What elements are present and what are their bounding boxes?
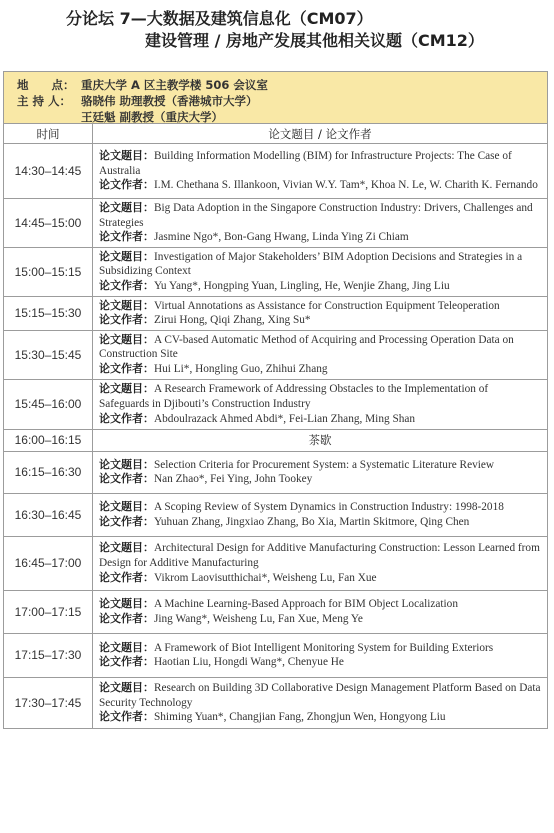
paper-authors-line (99, 710, 541, 725)
time-cell: 15:30–15:45 (4, 330, 93, 379)
paper-title-label: 论文题目： (99, 640, 154, 654)
paper-title: Big Data Adoption in the Singapore Construction Industry: Drivers, Challenges and Strategies (99, 202, 533, 229)
page-header (0, 8, 554, 52)
paper-cell (93, 493, 548, 536)
location-label: 地 点： (17, 78, 75, 92)
table-row (4, 330, 547, 379)
paper-cell (93, 536, 548, 590)
table-row (4, 677, 547, 728)
paper-authors: Jasmine Ngo*, Bon-Gang Hwang, Linda Ying Zi Chiam (154, 231, 409, 244)
time-column-header: 时间 (4, 124, 93, 144)
time-cell: 17:15–17:30 (4, 633, 93, 677)
paper-authors: I.M. Chethana S. Illankoon, Vivian W.Y. Tam*, Khoa N. Le, W. Charith K. Fernando (154, 179, 538, 192)
paper-title: A Scoping Review of System Dynamics in Construction Industry: 1998-2018 (154, 501, 504, 514)
host-row (17, 109, 547, 125)
session-info-box (4, 72, 547, 124)
time-cell: 16:30–16:45 (4, 493, 93, 536)
paper-title: A CV-based Automatic Method of Acquiring and Processing Operation Data on Construction Site (99, 333, 514, 361)
time-cell: 17:30–17:45 (4, 677, 93, 728)
paper-authors-line (99, 230, 541, 245)
paper-title-label: 论文题目： (99, 382, 154, 396)
session-title: 分论坛 7—大数据及建筑信息化（CM07） (66, 9, 373, 28)
paper-authors: Hui Li*, Hongling Guo, Zhihui Zhang (154, 363, 328, 376)
paper-authors-label: 论文作者： (99, 411, 154, 425)
paper-cell (93, 330, 548, 379)
paper-title-label: 论文题目： (99, 149, 154, 163)
table-row (4, 633, 547, 677)
paper-authors: Haotian Liu, Hongdi Wang*, Chenyue He (154, 656, 344, 669)
paper-title-line (99, 597, 541, 612)
paper-authors: Zirui Hong, Qiqi Zhang, Xing Su* (154, 314, 311, 327)
paper-title-line (99, 299, 541, 314)
paper-title-line (99, 333, 541, 362)
table-row (4, 493, 547, 536)
paper-authors: Shiming Yuan*, Changjian Fang, Zhongjun Wen, Hongyong Liu (154, 711, 446, 724)
table-row (4, 296, 547, 330)
paper-title: Architectural Design for Additive Manufacturing Construction: Lesson Learned from Design for Additive Manufacturing (99, 542, 540, 569)
paper-title-line (99, 250, 541, 279)
paper-cell (93, 296, 548, 330)
time-cell: 15:00–15:15 (4, 247, 93, 296)
paper-authors-label: 论文作者： (99, 278, 154, 292)
paper-authors-label: 论文作者： (99, 362, 154, 376)
paper-title: Building Information Modelling (BIM) for Infrastructure Projects: The Case of Australia (99, 150, 512, 177)
paper-title: Virtual Annotations as Assistance for Construction Equipment Teleoperation (154, 299, 500, 312)
paper-authors-label: 论文作者： (99, 178, 154, 192)
paper-title: A Machine Learning-Based Approach for BIM Object Localization (154, 598, 458, 611)
table-row (4, 379, 547, 429)
table-row (4, 536, 547, 590)
paper-title-line (99, 641, 541, 656)
paper-title-label: 论文题目： (99, 597, 154, 611)
table-row (4, 144, 547, 199)
paper-cell (93, 247, 548, 296)
paper-authors-label: 论文作者： (99, 230, 154, 244)
paper-authors-label: 论文作者： (99, 472, 154, 486)
paper-cell (93, 633, 548, 677)
table-row (4, 590, 547, 633)
session-subtitle: 建设管理 / 房地产发展其他相关议题（CM12） (145, 31, 484, 50)
paper-authors-line (99, 655, 541, 670)
time-cell: 14:30–14:45 (4, 144, 93, 199)
time-cell: 15:15–15:30 (4, 296, 93, 330)
time-cell: 16:15–16:30 (4, 451, 93, 493)
topic-column-header: 论文题目 / 论文作者 (93, 124, 548, 144)
paper-authors-line (99, 612, 541, 627)
paper-title-label: 论文题目： (99, 298, 154, 312)
paper-authors-label: 论文作者： (99, 514, 154, 528)
schedule-frame (3, 71, 548, 729)
table-row (4, 247, 547, 296)
break-cell: 茶歇 (93, 429, 548, 451)
table-header-row (4, 124, 547, 144)
paper-title-label: 论文题目： (99, 201, 154, 214)
paper-authors-label: 论文作者： (99, 710, 154, 724)
paper-authors-label: 论文作者： (99, 611, 154, 625)
paper-title-line (99, 458, 541, 473)
paper-title-label: 论文题目： (99, 457, 154, 471)
paper-authors: Yuhuan Zhang, Jingxiao Zhang, Bo Xia, Martin Skitmore, Qing Chen (154, 515, 470, 528)
paper-authors-line (99, 515, 541, 530)
host-name: 骆晓伟 助理教授（香港城市大学） (81, 94, 258, 108)
time-cell: 14:45–15:00 (4, 199, 93, 248)
paper-title-label: 论文题目： (99, 249, 154, 263)
paper-title: A Research Framework of Addressing Obstacles to the Implementation of Safeguards in Djibouti’s Construction Industry (99, 383, 489, 410)
paper-cell (93, 451, 548, 493)
table-row (4, 451, 547, 493)
paper-authors: Nan Zhao*, Fei Ying, John Tookey (154, 473, 313, 486)
paper-title-label: 论文题目： (99, 541, 154, 555)
paper-title: Research on Building 3D Collaborative Design Management Platform Based on Data Security Technology (99, 682, 541, 709)
paper-authors-line (99, 362, 541, 377)
paper-title-line (99, 201, 541, 230)
paper-title: A Framework of Biot Intelligent Monitoring System for Building Exteriors (154, 641, 494, 654)
paper-authors: Vikrom Laovisutthichai*, Weisheng Lu, Fan Xue (154, 571, 377, 584)
time-cell: 16:00–16:15 (4, 429, 93, 451)
paper-cell (93, 199, 548, 248)
schedule-table (4, 124, 547, 728)
host-row (17, 93, 547, 109)
paper-title: Investigation of Major Stakeholders’ BIM Adoption Decisions and Strategies in a Subsidizing Context (99, 250, 523, 278)
paper-title-line (99, 500, 541, 515)
paper-authors: Jing Wang*, Weisheng Lu, Fan Xue, Meng Ye (154, 612, 363, 625)
location-value: 重庆大学 A 区主教学楼 506 会议室 (81, 78, 268, 92)
time-cell: 16:45–17:00 (4, 536, 93, 590)
paper-title-label: 论文题目： (99, 681, 154, 695)
paper-cell (93, 590, 548, 633)
paper-authors: Abdoulrazack Ahmed Abdi*, Fei-Lian Zhang, Ming Shan (154, 412, 416, 425)
break-row (4, 429, 547, 451)
host-name: 王廷魁 副教授（重庆大学） (81, 110, 224, 124)
paper-authors-label: 论文作者： (99, 313, 154, 327)
paper-title: Selection Criteria for Procurement System: a Systematic Literature Review (154, 458, 495, 471)
paper-authors-line (99, 178, 541, 193)
paper-authors-line (99, 571, 541, 586)
paper-cell (93, 379, 548, 429)
paper-title-label: 论文题目： (99, 500, 154, 514)
location-row (17, 77, 547, 93)
paper-title-line (99, 541, 541, 570)
time-cell: 17:00–17:15 (4, 590, 93, 633)
paper-authors-line (99, 313, 541, 328)
paper-authors-line (99, 412, 541, 427)
paper-title-line (99, 382, 541, 411)
paper-cell (93, 144, 548, 199)
paper-authors: Yu Yang*, Hongping Yuan, Lingling, He, Wenjie Zhang, Jing Liu (154, 279, 450, 292)
paper-title-line (99, 149, 541, 178)
paper-authors-line (99, 472, 541, 487)
paper-cell (93, 677, 548, 728)
paper-authors-line (99, 279, 541, 294)
host-label: 主 持 人： (17, 94, 72, 108)
paper-title-label: 论文题目： (99, 332, 154, 346)
table-row (4, 199, 547, 248)
paper-title-line (99, 681, 541, 710)
paper-authors-label: 论文作者： (99, 570, 154, 584)
paper-authors-label: 论文作者： (99, 655, 154, 669)
time-cell: 15:45–16:00 (4, 379, 93, 429)
